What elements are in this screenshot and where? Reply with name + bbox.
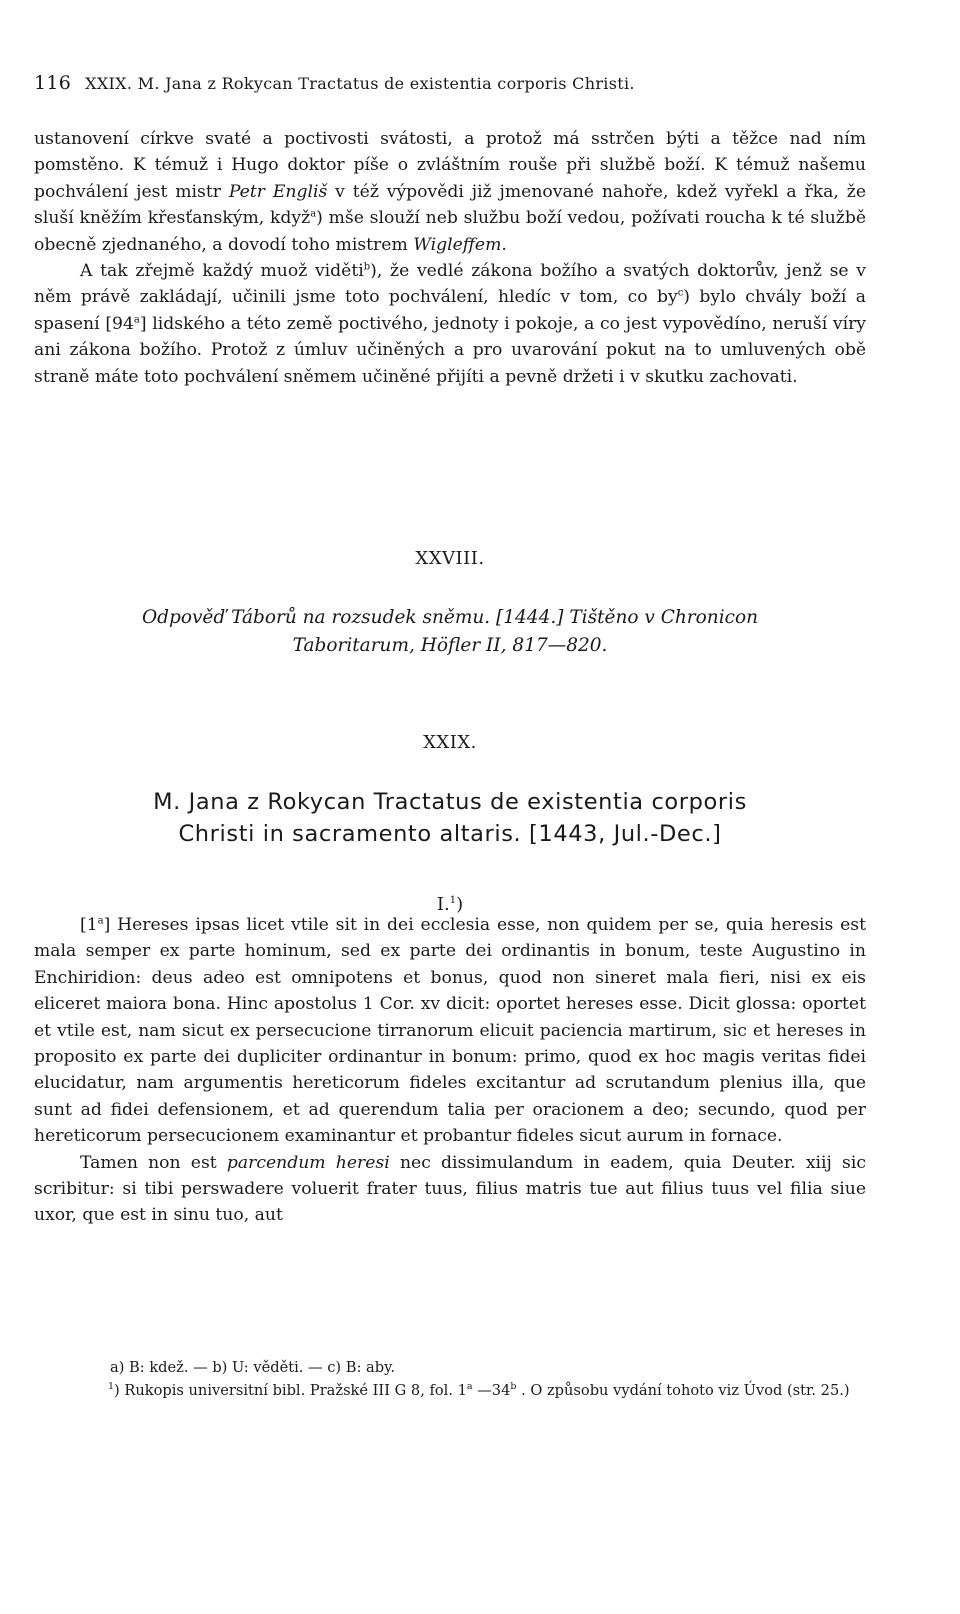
text-run: —34 (472, 1382, 511, 1399)
variant-mark-a: a (310, 208, 317, 220)
text-run: ustanovení církve svaté a poctivosti svátosti, a protož má sstrčen býti a těžce nad ním pomstěno. K témuž i Hugo doktor píše o zvláštním rouše při službě boží. K témuž našemu pochválení jest mistr (34, 129, 866, 202)
emphasis: parcendum heresi (226, 1152, 390, 1173)
subsection-label: I. (436, 894, 450, 915)
running-title: XXIX. M. Jana z Rokycan Tractatus de existentia corporis Christi. (85, 74, 635, 93)
section-number-29: XXIX. (423, 732, 477, 753)
text-run: ) Rukopis universitní bibl. Pražské III G 8, fol. 1 (114, 1382, 467, 1399)
text-run: nec dissimulandum in eadem, quia Deuter. xiij sic scribitur: si tibi perswadere voluerit frater tuus, filius matris tue aut filius tuus vel filia siue uxor, que est in sinu tuo, aut (34, 1152, 866, 1226)
text-run: ) mše slouží neb službu boží vedou, požívati roucha k té službě obecně zjednaného, a dovodí toho mistrem (34, 208, 866, 255)
wyclif-name: Wigleffem (413, 234, 502, 255)
text-run: v též výpovědi již jmenované nahoře, kdež vyřekl a řka, že sluší kněžím křesťanským, když (34, 181, 866, 229)
folio-sup: b (510, 1381, 517, 1393)
text-run: ] Hereses ipsas licet vtile sit in dei ecclesia esse, non quidem per se, quia heresis est mala semper ex parte hominum, sed ex parte dei ordinantis in bonum, teste Augustino in Enchiridion: deus adeo est omnipotens et bonus, quod non sineret mala fieri, nisi ex eis eliceret maiora bona. Hinc apostolus 1 Cor. xv dicit: oportet hereses esse. Dicit glossa: oportet et vtile est, nam sicut ex persecucione tirranorum elicuit paciencia martirum, sic et hereses in proposito ex parte dei dupliciter ordinantur in bonum: primo, quod ex hoc magis veritas fidei elucidatur, nam argumentis hereticorum fideles excitantur ad scrutandum plenius illa, que sunt ad fidei defensionem, et ad querendum talia per oracionem a deo; secundo, quod per hereticorum persecucionem examinantur et probantur fideles sicut aurum in fornace. (34, 915, 866, 1147)
text-run: ), že vedlé zákona božího a svatých doktorův, jenž se v něm právě zakládají, učinili jsme toto pochválení, hledíc v tom, co by (34, 261, 866, 308)
footnotes (34, 1356, 866, 1402)
section-28-regest (34, 604, 866, 660)
text-run: Tamen non est (80, 1152, 227, 1173)
main-text-top (34, 126, 866, 390)
folio-mark: a (97, 915, 104, 927)
latin-text (34, 912, 866, 1229)
latin-paragraph-2 (34, 1150, 866, 1229)
text-run: A tak zřejmě každý muož viděti (80, 261, 364, 282)
continuation-paragraph (34, 126, 866, 258)
variant-mark-b: b (363, 261, 371, 273)
text-run: [1 (80, 915, 98, 935)
footnote-1 (34, 1379, 866, 1402)
folio-sup: a (466, 1381, 473, 1393)
text-run: ) (456, 894, 464, 915)
title-line-1: M. Jana z Rokycan Tractatus de existentia corporis (153, 789, 747, 815)
text-run: ] lidského a této země poctivého, jednoty i pokoje, a co jest vypovědíno, neruší víry ani zákona božího. Protož z úmluv učiněných a pro uvarování pokut na to umluvených obě straně máte toto pochválení sněmem učiněné přijíti a pevně držeti i v skutku zachovati. (34, 313, 867, 387)
regest-line-1: Odpověď Táborů na rozsudek sněmu. [1444.] Tištěno v Chronicon (141, 607, 759, 628)
running-header (34, 72, 894, 94)
text-run: . (501, 234, 507, 255)
section-number-28: XXVIII. (415, 548, 485, 569)
section-29-title (34, 786, 866, 850)
closing-paragraph (34, 258, 866, 390)
regest-line-2: Taboritarum, Höfler II, 817—820. (292, 635, 608, 656)
footnote-ref-1: 1 (449, 895, 457, 906)
text-run: ) bylo chvály boží a spasení [94 (34, 287, 867, 334)
page-number: 116 (34, 72, 72, 94)
author-name: Petr Engliš (228, 181, 328, 202)
title-line-2: Christi in sacramento altaris. [1443, Jul.-Dec.] (178, 821, 722, 847)
text-run: . O způsobu vydání tohoto viz Úvod (str. 25.) (516, 1382, 850, 1399)
folio-mark: a (133, 314, 140, 326)
footnote-mark: 1 (108, 1381, 115, 1393)
latin-paragraph-1 (34, 912, 866, 1150)
variant-mark-c: c (677, 287, 684, 299)
variant-footnotes: a) B: kdež. — b) U: věděti. — c) B: aby. (110, 1359, 396, 1376)
